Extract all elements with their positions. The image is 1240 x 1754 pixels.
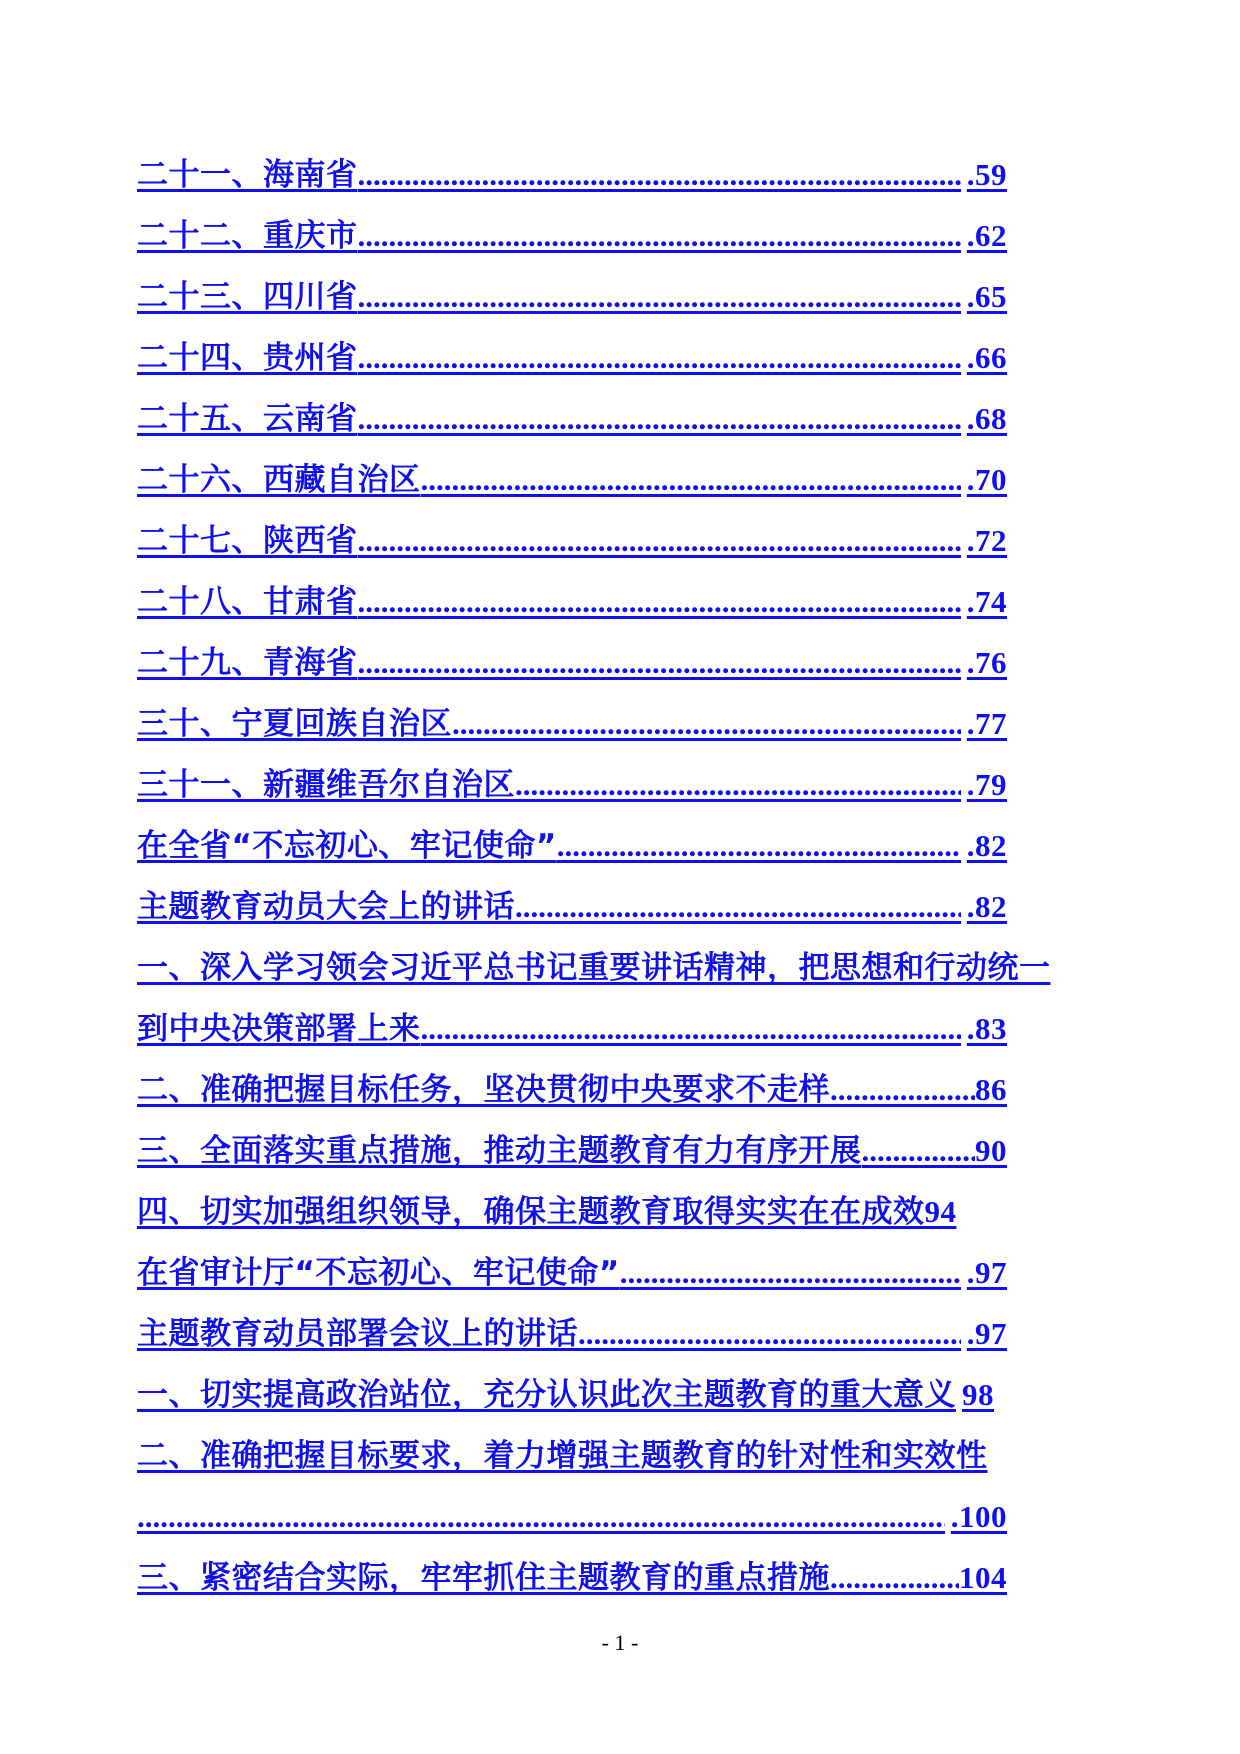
toc-entry-title: 一、深入学习领会习近平总书记重要讲话精神，把思想和行动统一 [137, 950, 1051, 986]
toc-entry-page: 94 [924, 1194, 957, 1229]
toc-entry[interactable] [137, 455, 1110, 516]
toc-entry[interactable] [137, 394, 1110, 455]
toc-entry-title: 二十四、贵州省 [137, 340, 358, 376]
toc-entry-title: 三十一、新疆维吾尔自治区 [137, 767, 515, 803]
toc-entry-page: .72 [966, 523, 1007, 558]
toc-entry-page: .82 [966, 889, 1007, 924]
toc-entry[interactable] [137, 272, 1110, 333]
toc-entry-page: 98 [962, 1377, 994, 1412]
toc-entry[interactable] [137, 1370, 1110, 1431]
toc-entry[interactable] [137, 760, 1110, 821]
toc-entry-title: 在省审计厅“不忘初心、牢记使命” [137, 1255, 620, 1291]
toc-entry-title: 三十、宁夏回族自治区 [137, 706, 452, 742]
toc-leader-dots [358, 638, 961, 688]
toc-entry-page: .68 [966, 401, 1007, 436]
toc-entry[interactable] [137, 577, 1110, 638]
toc-entry-page: .66 [966, 340, 1007, 375]
toc-leader-dots [515, 760, 961, 810]
toc-leader-dots [358, 516, 961, 566]
toc-leader-dots [421, 1004, 961, 1054]
toc-leader-dots [557, 821, 961, 871]
toc-leader-dots [620, 1248, 961, 1298]
toc-entry[interactable] [137, 1004, 1110, 1065]
toc-entry-page: .100 [950, 1499, 1007, 1534]
toc-entry-page: .74 [966, 584, 1007, 619]
toc-entry[interactable] [137, 943, 1110, 1004]
toc-entry-page: .62 [966, 218, 1007, 253]
toc-entry-page: 104 [959, 1560, 1007, 1595]
toc-entry-title: 二、准确把握目标要求，着力增强主题教育的针对性和实效性 [137, 1438, 988, 1474]
toc-entry[interactable] [137, 1309, 1110, 1370]
toc-leader-dots [358, 150, 961, 200]
toc-leader-dots [358, 577, 961, 627]
toc-entry[interactable] [137, 211, 1110, 272]
toc-entry[interactable] [137, 882, 1110, 943]
toc-entry-title: 到中央决策部署上来 [137, 1011, 421, 1047]
toc-entry[interactable] [137, 1187, 1110, 1248]
toc-entry-page: .70 [966, 462, 1007, 497]
toc-entry-title: 二十一、海南省 [137, 157, 358, 193]
toc-entry-page: .97 [966, 1255, 1007, 1290]
toc-leader-dots [421, 455, 961, 505]
toc-entry-title: 二十五、云南省 [137, 401, 358, 437]
toc-entry-page: .83 [966, 1011, 1007, 1046]
toc-entry-page: .82 [966, 828, 1007, 863]
toc-entry-title: 主题教育动员大会上的讲话 [137, 889, 515, 925]
toc-entry[interactable] [137, 1431, 1110, 1492]
toc-leader-dots [515, 882, 961, 932]
toc-entry-title: 一、切实提高政治站位，充分认识此次主题教育的重大意义 [137, 1377, 956, 1413]
toc-entry[interactable] [137, 150, 1110, 211]
toc-entry[interactable] [137, 1248, 1110, 1309]
toc-entry[interactable] [137, 1126, 1110, 1187]
toc-entry-title: 二十八、甘肃省 [137, 584, 358, 620]
toc-entry-page: .76 [966, 645, 1007, 680]
toc-entry-page: .59 [966, 157, 1007, 192]
toc-entry-title: 二十三、四川省 [137, 279, 358, 315]
toc-entry-title: 二十七、陕西省 [137, 523, 358, 559]
toc-entry-title: 二、准确把握目标任务，坚决贯彻中央要求不走样 [137, 1072, 830, 1108]
toc-entry-page: .77 [966, 706, 1007, 741]
toc-entry[interactable] [137, 1492, 1110, 1553]
toc-entry-page: 86 [975, 1072, 1007, 1107]
toc-leader-dots [830, 1553, 959, 1603]
toc-leader-dots [578, 1309, 961, 1359]
table-of-contents [137, 150, 1110, 1614]
toc-entry-title: 二十六、西藏自治区 [137, 462, 421, 498]
toc-entry-page: 90 [975, 1133, 1007, 1168]
toc-entry[interactable] [137, 1553, 1110, 1614]
toc-entry-page: .65 [966, 279, 1007, 314]
toc-entry[interactable] [137, 821, 1110, 882]
toc-entry-title: 二十二、重庆市 [137, 218, 358, 254]
toc-entry-page: .97 [966, 1316, 1007, 1351]
toc-entry[interactable] [137, 1065, 1110, 1126]
toc-entry-title: 二十九、青海省 [137, 645, 358, 681]
toc-entry[interactable] [137, 333, 1110, 394]
toc-leader-dots [358, 394, 961, 444]
toc-entry-title: 三、全面落实重点措施，推动主题教育有力有序开展 [137, 1133, 862, 1169]
page-number: - 1 - [601, 1630, 639, 1655]
toc-entry[interactable] [137, 516, 1110, 577]
toc-leader-dots [137, 1492, 945, 1542]
toc-leader-dots [452, 699, 961, 749]
toc-leader-dots [358, 333, 961, 383]
toc-entry-title: 三、紧密结合实际，牢牢抓住主题教育的重点措施 [137, 1560, 830, 1596]
toc-entry-title: 四、切实加强组织领导，确保主题教育取得实实在在成效 [137, 1194, 925, 1230]
toc-leader-dots [862, 1126, 976, 1176]
toc-leader-dots [830, 1065, 975, 1115]
toc-entry[interactable] [137, 699, 1110, 760]
toc-entry-title: 主题教育动员部署会议上的讲话 [137, 1316, 578, 1352]
toc-entry-page: .79 [966, 767, 1007, 802]
toc-entry-title: 在全省“不忘初心、牢记使命” [137, 828, 557, 864]
toc-leader-dots [358, 272, 961, 322]
toc-leader-dots [358, 211, 961, 261]
toc-entry[interactable] [137, 638, 1110, 699]
